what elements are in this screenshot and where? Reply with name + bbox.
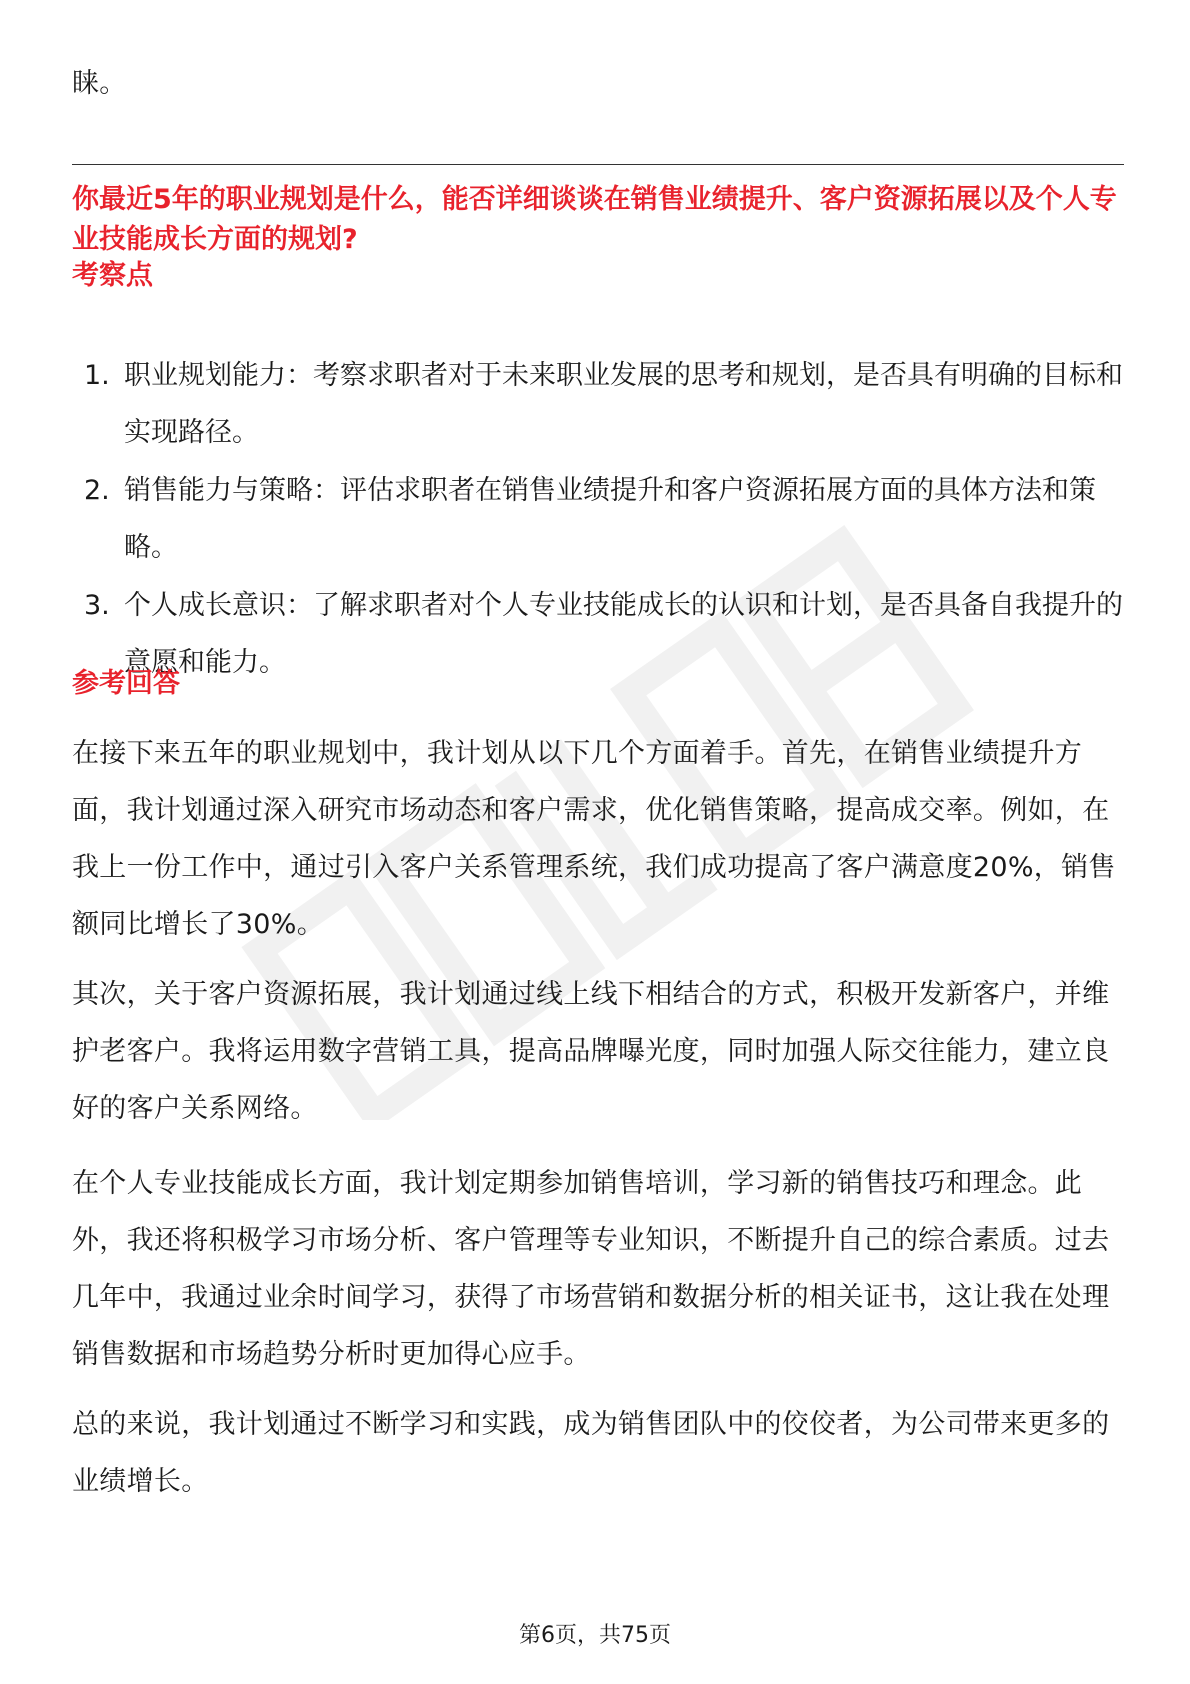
- answer-paragraph-3: 在个人专业技能成长方面，我计划定期参加销售培训，学习新的销售技巧和理念。此外，我还将积极学习市场分析、客户管理等专业知识，不断提升自己的综合素质。过去几年中，我通过业余时间学习，获得了市场营销和数据分析的相关证书，这让我在处理销售数据和市场趋势分析时更加得心应手。: [72, 1168, 1110, 1370]
- question-title: 你最近5年的职业规划是什么，能否详细谈谈在销售业绩提升、客户资源拓展以及个人专业技能成长方面的规划?: [72, 184, 1117, 255]
- list-item: [72, 347, 1124, 461]
- answer-paragraph: [72, 725, 1124, 953]
- answer-heading: 参考回答: [72, 668, 180, 699]
- document-page: [72, 0, 1124, 1684]
- answer-paragraph: [72, 1155, 1124, 1383]
- list-number: 1.: [84, 360, 110, 391]
- assessment-list: [72, 347, 1124, 692]
- list-item: [72, 462, 1124, 576]
- list-text: 销售能力与策略：评估求职者在销售业绩提升和客户资源拓展方面的具体方法和策略。: [124, 475, 1096, 563]
- list-text: 职业规划能力：考察求职者对于未来职业发展的思考和规划，是否具有明确的目标和实现路径。: [124, 360, 1123, 448]
- answer-paragraph-4: 总的来说，我计划通过不断学习和实践，成为销售团队中的佼佼者，为公司带来更多的业绩增长。: [72, 1409, 1110, 1497]
- list-number: 2.: [84, 475, 110, 506]
- list-text: 个人成长意识：了解求职者对个人专业技能成长的认识和计划，是否具备自我提升的意愿和能力。: [124, 590, 1123, 678]
- list-item: [72, 577, 1124, 691]
- list-number: 3.: [84, 590, 110, 621]
- answer-paragraph-1: 在接下来五年的职业规划中，我计划从以下几个方面着手。首先，在销售业绩提升方面，我计划通过深入研究市场动态和客户需求，优化销售策略，提高成交率。例如，在我上一份工作中，通过引入客户关系管理系统，我们成功提高了客户满意度20%，销售额同比增长了30%。: [72, 738, 1116, 940]
- page-footer: 第6页，共75页: [519, 1623, 671, 1648]
- answer-paragraph-2: 其次，关于客户资源拓展，我计划通过线上线下相结合的方式，积极开发新客户，并维护老客户。我将运用数字营销工具，提高品牌曝光度，同时加强人际交往能力，建立良好的客户关系网络。: [72, 979, 1110, 1124]
- answer-paragraph: [72, 1396, 1124, 1510]
- section-divider: [72, 164, 1124, 165]
- continuation-text: 睐。: [72, 68, 127, 99]
- assessment-heading: 考察点: [72, 260, 153, 291]
- answer-paragraph: [72, 966, 1124, 1137]
